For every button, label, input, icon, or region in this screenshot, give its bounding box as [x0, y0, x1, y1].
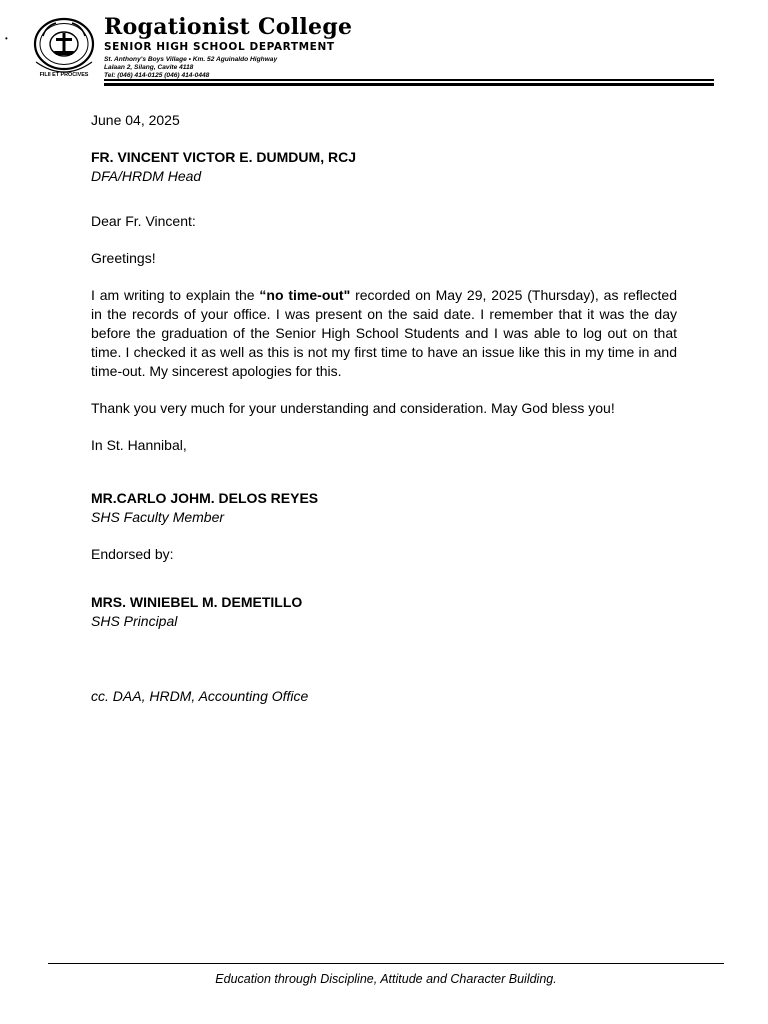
stray-mark: •: [5, 34, 8, 43]
college-seal-icon: [26, 16, 102, 80]
letter-date: June 04, 2025: [91, 112, 180, 128]
endorsed-label: Endorsed by:: [91, 546, 174, 562]
college-name: Rogationist College: [104, 14, 353, 40]
letterhead: [104, 14, 352, 81]
endorser-title: SHS Principal: [91, 613, 178, 629]
body-1-rest: recorded on May 29, 2025 (Thursday), as reflected in the records of your office. I was present on the said date. I remember that it was the day before the graduation of the Senior High School Students and I was able to log out on that time. I checked it as well as this is not my first time to have an issue like this in my time in and time-out. My sincerest apologies for this.: [91, 287, 677, 379]
address-line-3: Tel: (046) 414-0125 (046) 414-0448: [104, 72, 210, 80]
no-timeout-emphasis: “no time-out": [259, 287, 351, 303]
sender-name: MR.CARLO JOHM. DELOS REYES: [91, 490, 319, 506]
closing: In St. Hannibal,: [91, 437, 187, 453]
seal-motto: FILII ET PROCIVES: [39, 72, 89, 78]
cc-line: cc. DAA, HRDM, Accounting Office: [91, 688, 309, 704]
letterhead-rule-thick: [104, 83, 714, 86]
recipient-title: DFA/HRDM Head: [91, 168, 202, 184]
sender-title: SHS Faculty Member: [91, 509, 225, 525]
department-name: SENIOR HIGH SCHOOL DEPARTMENT: [104, 41, 335, 53]
greeting: Greetings!: [91, 250, 156, 266]
salutation: Dear Fr. Vincent:: [91, 213, 196, 229]
address-line-2: Lalaan 2, Silang, Cavite 4118: [104, 64, 194, 72]
letterhead-rule-thin: [104, 79, 714, 81]
footer-tagline: Education through Discipline, Attitude and Character Building.: [215, 972, 557, 986]
body-paragraph-2: Thank you very much for your understanding and consideration. May God bless you!: [91, 400, 615, 416]
recipient-name: FR. VINCENT VICTOR E. DUMDUM, RCJ: [91, 149, 356, 165]
endorser-name: MRS. WINIEBEL M. DEMETILLO: [91, 594, 303, 610]
footer-rule: [48, 963, 724, 964]
body-paragraph-1: [91, 286, 677, 381]
address-line-1: St. Anthony's Boys Village • Km. 52 Aguinaldo Highway: [104, 56, 278, 63]
body-1-lead: I am writing to explain the: [91, 287, 260, 303]
